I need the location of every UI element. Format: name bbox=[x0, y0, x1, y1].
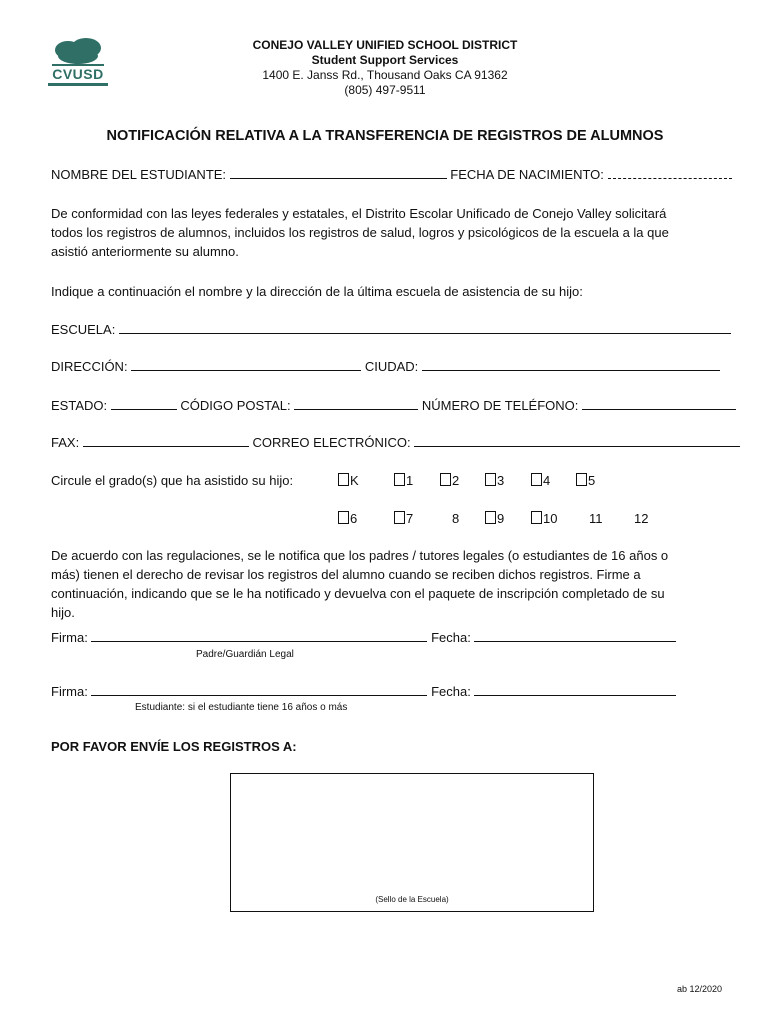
paragraph-line: más) tienen el derecho de revisar los registros del alumno cuando se reciben dichos registros. Firme a bbox=[51, 567, 641, 582]
school-field[interactable] bbox=[119, 321, 731, 334]
grades-label: Circule el grado(s) que ha asistido su hijo: bbox=[51, 473, 294, 488]
paragraph-line: continuación, indicando que se le ha notificado y devuelva con el paquete de inscripción completado de su bbox=[51, 586, 665, 601]
zip-field[interactable] bbox=[294, 397, 418, 410]
revision-date: ab 12/2020 bbox=[677, 984, 723, 994]
district-address: 1400 E. Janss Rd., Thousand Oaks CA 91362 bbox=[262, 68, 508, 82]
district-phone: (805) 497-9511 bbox=[344, 83, 426, 97]
grade-option[interactable]: 12 bbox=[634, 511, 649, 526]
city-label: CIUDAD: bbox=[364, 359, 419, 374]
checkbox-icon[interactable] bbox=[485, 473, 496, 486]
email-label: CORREO ELECTRÓNICO: bbox=[252, 435, 411, 450]
grade-option[interactable]: 1 bbox=[394, 471, 413, 490]
grade-option[interactable]: 8 bbox=[452, 511, 460, 526]
logo-text: CVUSD bbox=[52, 66, 104, 82]
fax-row bbox=[51, 433, 740, 452]
grade-option[interactable]: 10 bbox=[531, 509, 557, 528]
state-row bbox=[51, 396, 736, 415]
phone-field[interactable] bbox=[582, 397, 736, 410]
grade-option[interactable]: 6 bbox=[338, 509, 357, 528]
grade-option[interactable]: 11 bbox=[589, 511, 603, 526]
phone-label: NÚMERO DE TELÉFONO: bbox=[421, 398, 579, 413]
grade-option[interactable]: 4 bbox=[531, 471, 550, 490]
checkbox-icon[interactable] bbox=[531, 511, 542, 524]
student-name-label: NOMBRE DEL ESTUDIANTE: bbox=[51, 167, 227, 182]
checkbox-icon[interactable] bbox=[338, 511, 349, 524]
grade-option[interactable]: 7 bbox=[394, 509, 413, 528]
address-row bbox=[51, 357, 720, 376]
student-caption: Estudiante: si el estudiante tiene 16 años o más bbox=[135, 702, 348, 713]
birth-date-field[interactable] bbox=[608, 166, 732, 179]
grade-option[interactable]: K bbox=[338, 471, 359, 490]
checkbox-icon[interactable] bbox=[531, 473, 542, 486]
parent-signature-field[interactable] bbox=[91, 629, 427, 642]
paragraph-line: todos los registros de alumnos, incluidos los registros de salud, logros y psicológicos de la escuela a la que bbox=[51, 225, 669, 240]
city-field[interactable] bbox=[422, 358, 720, 371]
checkbox-icon[interactable] bbox=[338, 473, 349, 486]
signature-label: Firma: bbox=[51, 684, 88, 699]
paragraph-request bbox=[51, 204, 731, 261]
state-field[interactable] bbox=[111, 397, 177, 410]
student-name-row bbox=[51, 165, 732, 184]
grade-option[interactable]: 9 bbox=[485, 509, 504, 528]
checkbox-icon[interactable] bbox=[576, 473, 587, 486]
school-label: ESCUELA: bbox=[51, 322, 116, 337]
checkbox-icon[interactable] bbox=[394, 511, 405, 524]
student-signature-field[interactable] bbox=[91, 683, 427, 696]
address-label: DIRECCIÓN: bbox=[51, 359, 128, 374]
paragraph-line: asistió anteriormente su alumno. bbox=[51, 244, 239, 259]
date-label: Fecha: bbox=[431, 630, 471, 645]
grade-option[interactable]: 2 bbox=[440, 471, 459, 490]
fax-label: FAX: bbox=[51, 435, 80, 450]
school-stamp-box[interactable] bbox=[230, 773, 594, 912]
signature-label: Firma: bbox=[51, 630, 88, 645]
paragraph-line: De acuerdo con las regulaciones, se le notifica que los padres / tutores legales (o estudiantes de 16 años o bbox=[51, 548, 669, 563]
stamp-caption: (Sello de la Escuela) bbox=[375, 895, 449, 904]
parent-caption: Padre/Guardián Legal bbox=[196, 649, 294, 660]
student-name-field[interactable] bbox=[230, 166, 447, 179]
fax-field[interactable] bbox=[83, 434, 249, 447]
paragraph-line: De conformidad con las leyes federales y estatales, el Distrito Escolar Unificado de Conejo Valley solicitará bbox=[51, 206, 667, 221]
department-name: Student Support Services bbox=[311, 53, 459, 67]
checkbox-icon[interactable] bbox=[394, 473, 405, 486]
email-field[interactable] bbox=[414, 434, 740, 447]
student-signature-row bbox=[51, 682, 676, 701]
instruction-text: Indique a continuación el nombre y la dirección de la última escuela de asistencia de su hijo: bbox=[51, 284, 583, 299]
address-field[interactable] bbox=[131, 358, 361, 371]
birth-date-label: FECHA DE NACIMIENTO: bbox=[450, 167, 604, 182]
paragraph-line: hijo. bbox=[51, 605, 75, 620]
parent-signature-row bbox=[51, 628, 676, 647]
parent-date-field[interactable] bbox=[474, 629, 676, 642]
page-title: NOTIFICACIÓN RELATIVA A LA TRANSFERENCIA DE REGISTROS DE ALUMNOS bbox=[106, 128, 664, 144]
checkbox-icon[interactable] bbox=[485, 511, 496, 524]
zip-label: CÓDIGO POSTAL: bbox=[180, 398, 291, 413]
grade-option[interactable]: 5 bbox=[576, 471, 595, 490]
school-row bbox=[51, 320, 731, 339]
district-name: CONEJO VALLEY UNIFIED SCHOOL DISTRICT bbox=[252, 38, 518, 52]
paragraph-rights bbox=[51, 546, 741, 622]
student-date-field[interactable] bbox=[474, 683, 676, 696]
date-label: Fecha: bbox=[431, 684, 471, 699]
grade-option[interactable]: 3 bbox=[485, 471, 504, 490]
state-label: ESTADO: bbox=[51, 398, 108, 413]
checkbox-icon[interactable] bbox=[440, 473, 451, 486]
send-records-heading: POR FAVOR ENVÍE LOS REGISTROS A: bbox=[51, 739, 297, 754]
